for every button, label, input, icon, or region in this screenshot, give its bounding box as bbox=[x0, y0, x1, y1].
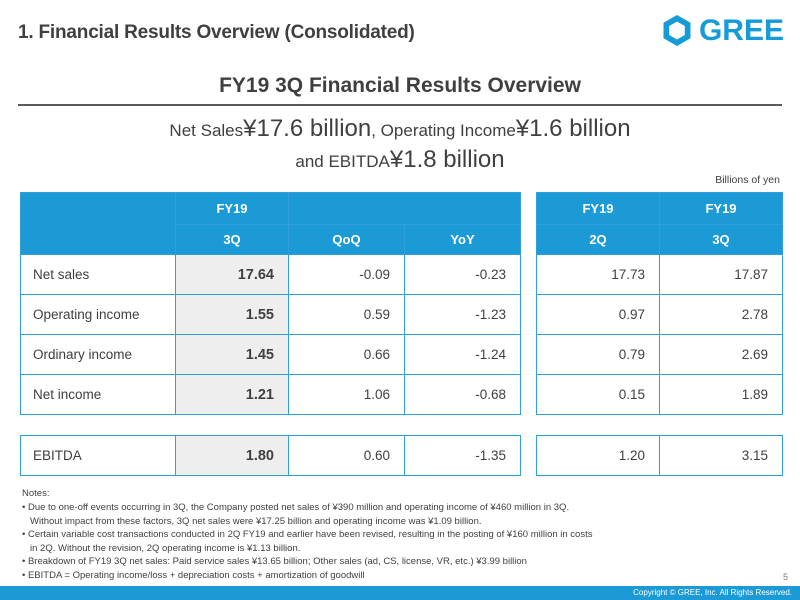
header-fy19-3q-line2: 3Q bbox=[176, 225, 289, 255]
cell-net-sales-yoy: -0.23 bbox=[405, 255, 521, 295]
note-item: • Due to one-off events occurring in 3Q, the Company posted net sales of ¥390 million and operating income of ¥460 million in 3Q. bbox=[22, 502, 570, 514]
subtitle-block bbox=[0, 114, 800, 175]
footer-copyright: Copyright © GREE, Inc. All Rights Reserved. bbox=[0, 586, 800, 600]
subtitle-net-sales-label: Net Sales bbox=[169, 121, 244, 140]
title-divider bbox=[18, 104, 782, 106]
cell-operating-income-yoy: -1.23 bbox=[405, 295, 521, 335]
subtitle-operating-income-label: , Operating Income bbox=[371, 121, 516, 140]
subtitle-net-sales-value: ¥17.6 billion bbox=[243, 115, 372, 142]
cell-ordinary-income-fy19-2q: 0.79 bbox=[537, 335, 660, 375]
subtitle-ebitda-value: ¥1.8 billion bbox=[389, 145, 505, 173]
table-row bbox=[21, 295, 521, 335]
cell-net-income-yoy: -0.68 bbox=[405, 375, 521, 415]
page-title: 1. Financial Results Overview (Consolidated) bbox=[18, 22, 415, 43]
cell-ordinary-income-fy19-3q: 1.45 bbox=[176, 335, 289, 375]
cell-ebitda-qoq: 0.60 bbox=[289, 436, 405, 476]
note-item: • Certain variable cost transactions conducted in 2Q FY19 and earlier have been revised, resulting in the posting of ¥160 million in costs bbox=[22, 529, 593, 541]
cell-operating-income-fy19-3q-prior: 2.78 bbox=[660, 295, 783, 335]
notes-block bbox=[22, 487, 778, 582]
logo-text: GREE bbox=[698, 13, 784, 47]
note-item: • EBITDA = Operating income/loss + depreciation costs + amortization of goodwill bbox=[22, 569, 365, 581]
results-table-left bbox=[20, 192, 521, 415]
table-row bbox=[537, 436, 783, 476]
header-fy19-2q-line2: 2Q bbox=[537, 225, 660, 255]
main-title: FY19 3Q Financial Results Overview bbox=[219, 74, 581, 97]
cell-net-sales-fy19-2q: 17.73 bbox=[537, 255, 660, 295]
subtitle-line-1 bbox=[0, 114, 800, 145]
row-label-ebitda: EBITDA bbox=[21, 436, 176, 476]
header-fy19-2q-line1: FY19 bbox=[537, 193, 660, 225]
cell-operating-income-fy19-2q: 0.97 bbox=[537, 295, 660, 335]
header-yoy: YoY bbox=[405, 225, 521, 255]
cell-ordinary-income-fy19-3q-prior: 2.69 bbox=[660, 335, 783, 375]
table-header-row-1 bbox=[21, 193, 521, 225]
cell-ebitda-fy19-3q-prior: 3.15 bbox=[660, 436, 783, 476]
header-fy19-3q-line1: FY19 bbox=[176, 193, 289, 225]
table-row bbox=[21, 255, 521, 295]
ebitda-table-left bbox=[20, 435, 521, 476]
subtitle-operating-income-value: ¥1.6 billion bbox=[515, 115, 631, 142]
cell-net-income-fy19-3q: 1.21 bbox=[176, 375, 289, 415]
cell-operating-income-fy19-3q: 1.55 bbox=[176, 295, 289, 335]
header-fy19-3q-prior-line1: FY19 bbox=[660, 193, 783, 225]
cell-ebitda-fy19-2q: 1.20 bbox=[537, 436, 660, 476]
note-item: in 2Q. Without the revision, 2Q operating income is ¥1.13 billion. bbox=[30, 542, 301, 554]
cell-ebitda-yoy: -1.35 bbox=[405, 436, 521, 476]
cell-net-income-fy19-3q-prior: 1.89 bbox=[660, 375, 783, 415]
table-row bbox=[537, 375, 783, 415]
subtitle-ebitda-label: and EBITDA bbox=[295, 151, 390, 171]
note-item: Without impact from these factors, 3Q net sales were ¥17.25 billion and operating income was ¥1.09 billion. bbox=[30, 515, 482, 527]
subtitle-line-2 bbox=[0, 145, 800, 176]
row-label-operating-income: Operating income bbox=[21, 295, 176, 335]
row-label-net-income: Net income bbox=[21, 375, 176, 415]
units-label: Billions of yen bbox=[715, 174, 780, 186]
notes-title: Notes: bbox=[22, 488, 50, 499]
note-item: • Breakdown of FY19 3Q net sales: Paid service sales ¥13.65 billion; Other sales (ad, CS, license, VR, etc.) ¥3.99 billion bbox=[22, 556, 527, 568]
cell-net-income-qoq: 1.06 bbox=[289, 375, 405, 415]
table-row bbox=[537, 255, 783, 295]
page-number: 5 bbox=[782, 572, 788, 582]
cell-operating-income-qoq: 0.59 bbox=[289, 295, 405, 335]
header-blank-top bbox=[289, 193, 521, 225]
gree-logo bbox=[662, 14, 784, 47]
ebitda-table-right bbox=[536, 435, 783, 476]
cell-ordinary-income-qoq: 0.66 bbox=[289, 335, 405, 375]
header-blank-corner bbox=[21, 193, 176, 255]
table-header-row-2 bbox=[537, 225, 783, 255]
cell-net-sales-qoq: -0.09 bbox=[289, 255, 405, 295]
table-row bbox=[21, 436, 521, 476]
results-table-right bbox=[536, 192, 783, 415]
hexagon-logo-icon bbox=[662, 14, 692, 47]
table-header-row-1 bbox=[537, 193, 783, 225]
cell-ebitda-fy19-3q: 1.80 bbox=[176, 436, 289, 476]
cell-net-sales-fy19-3q-prior: 17.87 bbox=[660, 255, 783, 295]
row-label-net-sales: Net sales bbox=[21, 255, 176, 295]
cell-net-income-fy19-2q: 0.15 bbox=[537, 375, 660, 415]
cell-net-sales-fy19-3q: 17.64 bbox=[176, 255, 289, 295]
table-row bbox=[21, 335, 521, 375]
table-row bbox=[537, 335, 783, 375]
cell-ordinary-income-yoy: -1.24 bbox=[405, 335, 521, 375]
table-row bbox=[537, 295, 783, 335]
table-row bbox=[21, 375, 521, 415]
header-qoq: QoQ bbox=[289, 225, 405, 255]
header-fy19-3q-prior-line2: 3Q bbox=[660, 225, 783, 255]
row-label-ordinary-income: Ordinary income bbox=[21, 335, 176, 375]
